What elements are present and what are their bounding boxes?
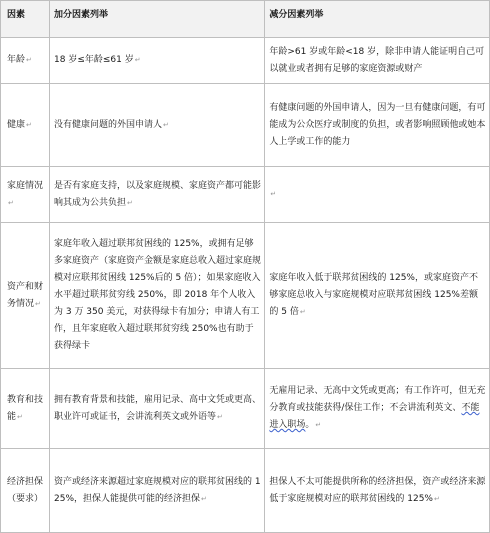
factor-label: 年龄: [7, 55, 26, 65]
minus-text: 担保人不太可能提供所称的经济担保，资产或经济来源低于家庭规模对应的联邦贫困线的 125%: [269, 476, 486, 504]
plus-text: 资产或经济来源超过家庭规模对应的联邦贫困线的 125%，担保人能提供可能的经济担保: [54, 476, 261, 504]
minus-text: 无雇用记录、无高中文凭或更高；有工作许可，但无充分教育或技能获得/保住工作；不会讲流利英文、: [269, 386, 486, 413]
table-row: [1, 369, 490, 449]
plus-text: 是否有家庭支持，以及家庭规模、家庭资产都可能影响其成为公共负担: [54, 180, 262, 208]
paragraph-mark-icon: ↵: [217, 412, 223, 421]
paragraph-mark-icon: ↵: [163, 120, 169, 129]
paragraph-mark-icon: ↵: [134, 56, 141, 64]
plus-cell: 家庭年收入超过联邦贫困线的 125%，或拥有足够多家庭资产（家庭资产金额是家庭总收入超过家庭规模对应联邦贫困线 125%后的 5 倍）；如果家庭收入水平超过联邦贫穷线 250%，即 2018 年个人收入为 3 万 350 美元，对获得绿卡有加分；申请人有工作，且年家庭收入超过联邦贫穷线 250%也有助于获得绿卡: [50, 223, 265, 369]
factor-cell: [1, 369, 50, 449]
plus-cell: [50, 38, 265, 84]
minus-cell: [265, 223, 490, 369]
factor-cell: 经济担保（要求）: [1, 449, 50, 533]
minus-cell: [265, 449, 490, 533]
paragraph-mark-icon: ↵: [127, 198, 133, 207]
plus-cell: [50, 449, 265, 533]
factor-label: 家庭情况: [7, 180, 44, 191]
plus-cell: [50, 369, 265, 449]
factor-cell: [1, 223, 50, 369]
factor-cell: [1, 84, 50, 167]
factor-cell: [1, 167, 50, 223]
header-factor: 因素: [1, 1, 50, 38]
paragraph-mark-icon: ↵: [35, 299, 41, 308]
table-row: [1, 38, 490, 84]
header-plus: 加分因素列举: [50, 1, 265, 38]
factor-label: 教育和技能: [7, 394, 44, 422]
factor-label: 资产和财务情况: [7, 281, 44, 309]
paragraph-mark-icon: ↵: [17, 412, 23, 421]
table-row: [1, 223, 490, 369]
plus-text: 18 岁≤年龄≤61 岁: [54, 55, 134, 65]
minus-cell: 年龄>61 岁或年龄<18 岁，除非申请人能证明自己可以就业或者拥有足够的家庭资源或财产: [265, 38, 490, 84]
paragraph-mark-icon: ↵: [433, 494, 440, 503]
table-row: [1, 84, 490, 167]
wavy-underlined-text: 不能进入职场: [269, 403, 480, 430]
paragraph-mark-icon: ↵: [201, 494, 207, 503]
minus-text-end: 。: [305, 420, 315, 430]
paragraph-mark-icon: ↵: [299, 308, 306, 316]
paragraph-mark-icon: ↵: [26, 56, 32, 64]
plus-cell: [50, 84, 265, 167]
minus-cell: [265, 167, 490, 223]
factor-cell: [1, 38, 50, 84]
factor-label: 健康: [7, 119, 26, 130]
table-row: [1, 449, 490, 533]
header-minus: 减分因素列举: [265, 1, 490, 38]
header-row: [1, 1, 490, 38]
minus-text: 家庭年收入低于联邦贫困线的 125%，或家庭资产不够家庭总收入与家庭规模对应联邦贫困线 125%差额的 5 倍: [269, 273, 478, 317]
plus-text: 拥有教育背景和技能，雇用记录、高中文凭或更高、职业许可或证书，会讲流利英文或外语等: [54, 394, 262, 422]
paragraph-mark-icon: ↵: [315, 421, 322, 429]
minus-cell: [265, 369, 490, 449]
paragraph-mark-icon: ↵: [270, 190, 277, 198]
paragraph-mark-icon: ↵: [8, 198, 14, 207]
plus-cell: [50, 167, 265, 223]
table-row: [1, 167, 490, 223]
paragraph-mark-icon: ↵: [26, 120, 32, 129]
minus-cell: 有健康问题的外国申请人，因为一旦有健康问题，有可能成为公众医疗或制度的负担，或者影响照顾他或她本人上学或工作的能力: [265, 84, 490, 167]
plus-text: 没有健康问题的外国申请人: [54, 119, 163, 130]
